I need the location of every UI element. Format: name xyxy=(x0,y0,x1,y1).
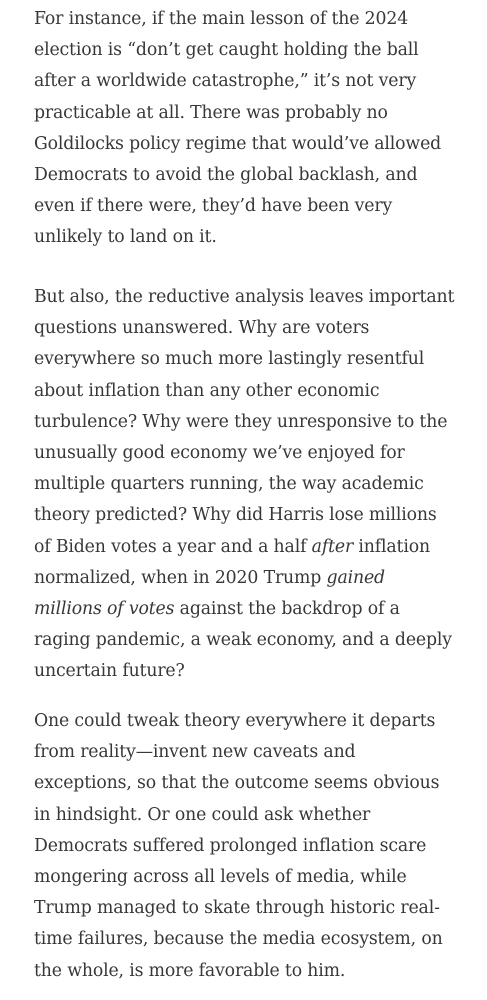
paragraph-1 xyxy=(34,4,474,254)
text-line xyxy=(34,625,474,656)
text-run: from reality—invent new caveats and xyxy=(34,742,356,763)
text-line xyxy=(34,407,474,438)
text-run: against the backdrop of a xyxy=(174,598,400,619)
italic-emphasis: gained xyxy=(326,567,385,588)
text-run: even if there were, they’d have been very xyxy=(34,196,393,217)
text-line xyxy=(34,924,474,955)
text-line xyxy=(34,656,474,687)
text-run: in hindsight. Or one could ask whether xyxy=(34,804,371,825)
text-run: unlikely to land on it. xyxy=(34,227,217,248)
text-line xyxy=(34,469,474,500)
text-run: mongering across all levels of media, while xyxy=(34,866,407,887)
text-run: One could tweak theory everywhere it departs xyxy=(34,711,436,731)
text-line xyxy=(34,594,474,625)
text-line xyxy=(34,563,474,594)
text-line xyxy=(34,893,474,924)
text-run: election is “don’t get caught holding the ball xyxy=(34,40,419,61)
text-line xyxy=(34,160,474,191)
text-run: the whole, is more favorable to him. xyxy=(34,960,346,981)
text-run: practicable at all. There was probably no xyxy=(34,102,388,123)
text-run: Trump managed to skate through historic real- xyxy=(34,898,440,919)
text-run: Goldilocks policy regime that would’ve allowed xyxy=(34,133,442,154)
text-run: inflation xyxy=(353,536,430,557)
text-line xyxy=(34,862,474,893)
text-line xyxy=(34,344,474,375)
text-line xyxy=(34,706,474,737)
text-run: of Biden votes a year and a half xyxy=(34,536,312,557)
text-line xyxy=(34,768,474,799)
text-line xyxy=(34,282,474,313)
text-line xyxy=(34,956,474,987)
italic-emphasis: after xyxy=(311,536,354,557)
text-run: multiple quarters running, the way academic xyxy=(34,474,424,495)
text-run: time failures, because the media ecosystem, on xyxy=(34,929,443,950)
text-line xyxy=(34,737,474,768)
text-line xyxy=(34,4,474,35)
text-run: But also, the reductive analysis leaves important xyxy=(34,287,455,307)
text-run: about inflation than any other economic xyxy=(34,380,380,401)
text-line xyxy=(34,438,474,469)
paragraph-3 xyxy=(34,706,474,987)
text-run: after a worldwide catastrophe,” it’s not very xyxy=(34,71,417,92)
text-run: uncertain future? xyxy=(34,661,185,682)
text-run: questions unanswered. Why are voters xyxy=(34,318,370,339)
text-line xyxy=(34,800,474,831)
text-line xyxy=(34,831,474,862)
text-line xyxy=(34,129,474,160)
text-line xyxy=(34,313,474,344)
text-line xyxy=(34,376,474,407)
text-line xyxy=(34,35,474,66)
paragraph-2 xyxy=(34,282,474,687)
text-line xyxy=(34,222,474,253)
text-run: Democrats suffered prolonged inflation scare xyxy=(34,835,427,856)
text-run: theory predicted? Why did Harris lose millions xyxy=(34,505,437,526)
text-run: normalized, when in 2020 Trump xyxy=(34,567,327,588)
text-line xyxy=(34,66,474,97)
text-run: Democrats to avoid the global backlash, and xyxy=(34,164,418,185)
text-run: turbulence? Why were they unresponsive to the xyxy=(34,411,448,432)
text-run: exceptions, so that the outcome seems obvious xyxy=(34,773,440,794)
text-line xyxy=(34,98,474,129)
text-line xyxy=(34,500,474,531)
text-line xyxy=(34,532,474,563)
italic-emphasis: millions of votes xyxy=(34,598,175,619)
text-run: everywhere so much more lastingly resentful xyxy=(34,349,425,370)
text-run: For instance, if the main lesson of the 2024 xyxy=(34,9,409,29)
text-line xyxy=(34,191,474,222)
text-run: raging pandemic, a weak economy, and a deeply xyxy=(34,630,452,651)
text-run: unusually good economy we’ve enjoyed for xyxy=(34,442,405,463)
